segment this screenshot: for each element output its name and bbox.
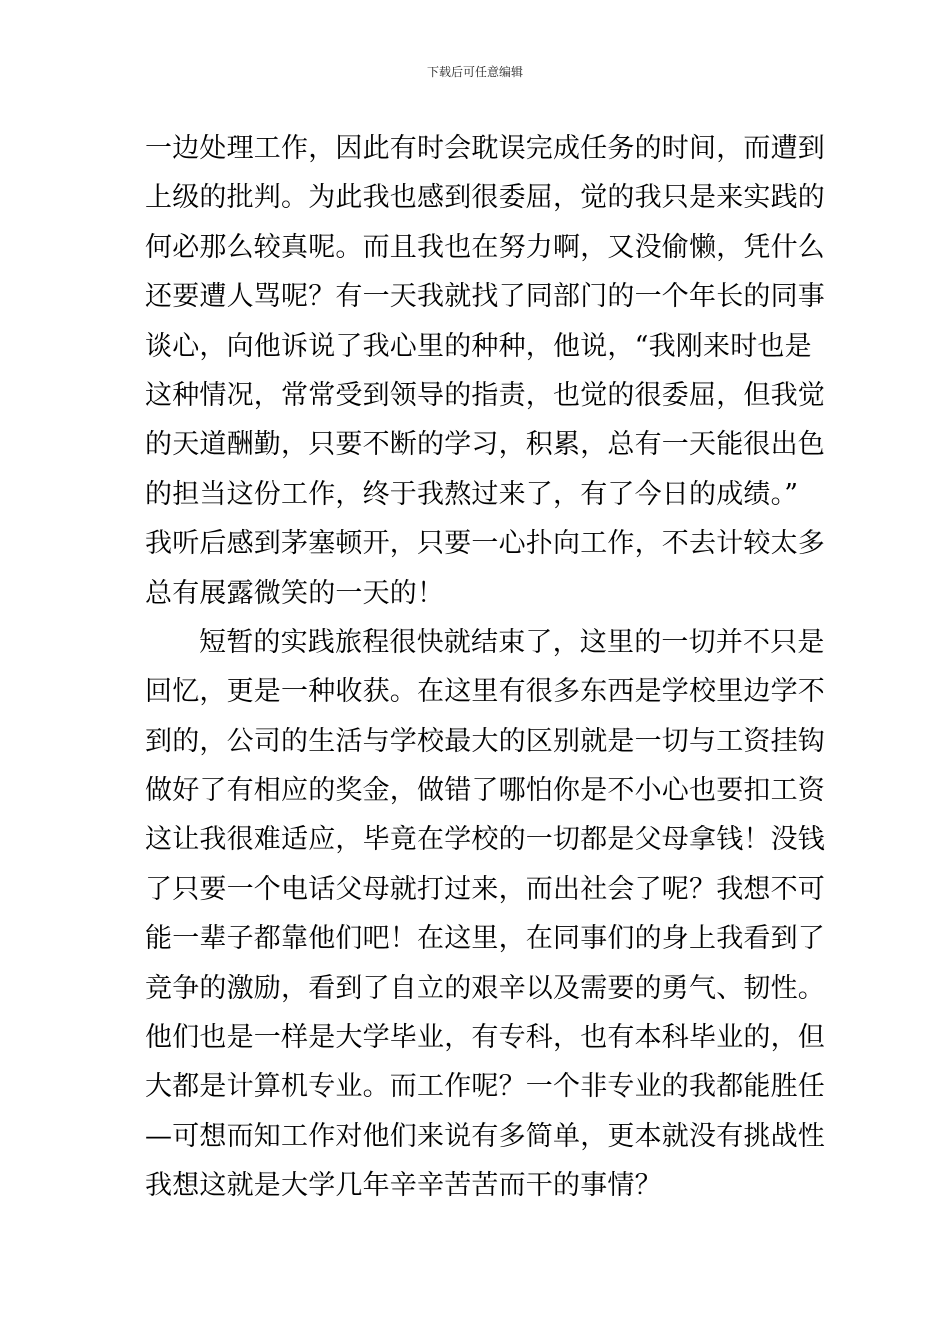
text-line: 我听后感到茅塞顿开，只要一心扑向工作，不去计较太多 [145, 528, 825, 560]
text-line: 总有展露微笑的一天的！ [145, 577, 445, 609]
text-line: 我想这就是大学几年辛辛苦苦而干的事情？ [145, 1170, 662, 1202]
text-line: 谈心，向他诉说了我心里的种种，他说，“我刚来时也是 [145, 330, 812, 362]
text-line: 到的，公司的生活与学校最大的区别就是一切与工资挂钩 [145, 725, 825, 757]
text-line: 能一辈子都靠他们吧！在这里，在同事们的身上我看到了 [145, 923, 825, 955]
text-line: 何必那么较真呢。而且我也在努力啊，又没偷懒，凭什么 [145, 231, 825, 263]
text-line: 这让我很难适应，毕竟在学校的一切都是父母拿钱！没钱 [145, 824, 825, 856]
text-line: 了只要一个电话父母就打过来，而出社会了呢？我想不可 [145, 873, 825, 905]
text-line: 的担当这份工作，终于我熬过来了，有了今日的成绩。” [145, 478, 799, 510]
text-line: 一边处理工作，因此有时会耽误完成任务的时间，而遭到 [145, 133, 825, 164]
document-body [145, 124, 825, 1211]
text-line: 还要遭人骂呢？有一天我就找了同部门的一个年长的同事 [145, 281, 825, 313]
paragraph-start-line: 短暂的实践旅程很快就结束了，这里的一切并不只是 [199, 626, 825, 658]
text-line: 大都是计算机专业。而工作呢？一个非专业的我都能胜任 [145, 1071, 825, 1103]
text-line: 竞争的激励，看到了自立的艰辛以及需要的勇气、韧性。 [145, 972, 825, 1004]
text-line: 回忆，更是一种收获。在这里有很多东西是学校里边学不 [145, 676, 825, 708]
text-line: 做好了有相应的奖金，做错了哪怕你是不小心也要扣工资 [145, 775, 825, 807]
text-line: 他们也是一样是大学毕业，有专科，也有本科毕业的，但 [145, 1022, 825, 1054]
text-line: —可想而知工作对他们来说有多简单，更本就没有挑战性 [145, 1120, 825, 1152]
text-line: 上级的批判。为此我也感到很委屈，觉的我只是来实践的 [145, 182, 825, 214]
page-header: 下载后可任意编辑 [426, 65, 523, 79]
text-line: 这种情况，常常受到领导的指责，也觉的很委屈，但我觉 [145, 379, 825, 411]
text-line: 的天道酬勤，只要不断的学习，积累，总有一天能很出色 [145, 429, 825, 461]
